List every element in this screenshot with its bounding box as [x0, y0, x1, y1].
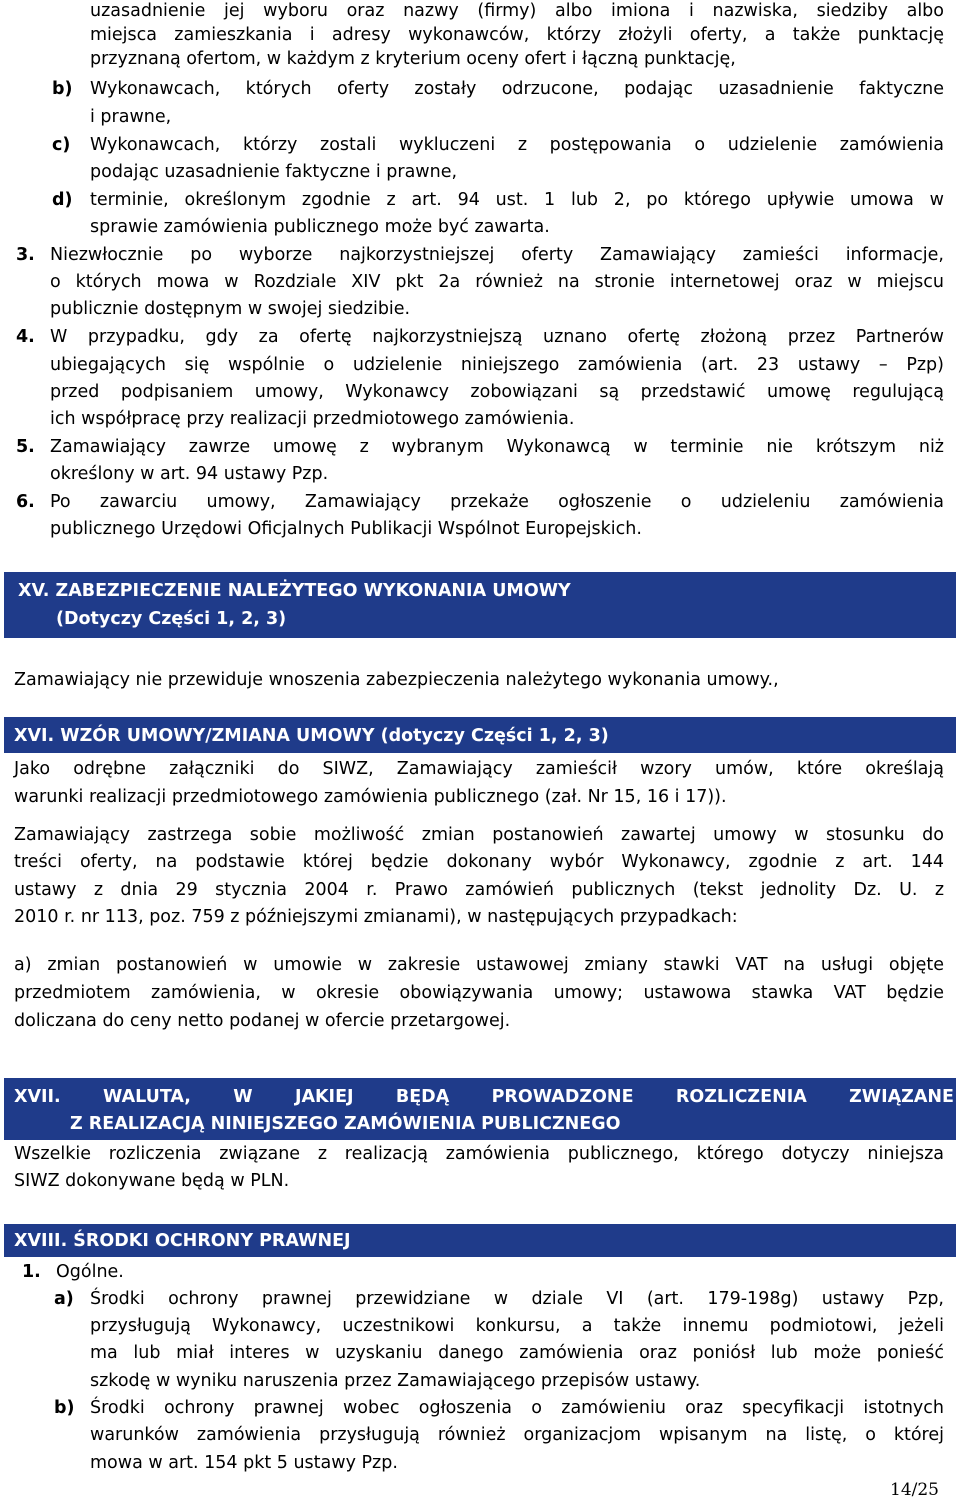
point-5-number: 5.	[16, 437, 35, 457]
point-5-line-1: Zamawiający zawrze umowę z wybranym Wykonawcą w terminie nie krótszym niż	[50, 437, 944, 457]
section-17-subtitle: Z REALIZACJĄ NINIEJSZEGO ZAMÓWIENIA PUBLICZNEGO	[70, 1114, 621, 1134]
point-3-number: 3.	[16, 245, 35, 265]
section-16-p3-line-1: a) zmian postanowień w umowie w zakresie ustawowej zmiany stawki VAT na usługi objęte	[14, 955, 944, 975]
list-c-line-1: Wykonawcach, którzy zostali wykluczeni z postępowania o udzielenie zamówienia	[90, 135, 944, 155]
point-4-line-4: ich współpracę przy realizacji przedmiotowego zamówienia.	[50, 409, 575, 429]
section-18-b-line-3: mowa w art. 154 pkt 5 ustawy Pzp.	[90, 1453, 398, 1473]
section-18-b-line-1: Środki ochrony prawnej wobec ogłoszenia o zamówieniu oraz specyfikacji istotnych	[90, 1398, 944, 1418]
section-16-p3-line-2: przedmiotem zamówienia, w okresie obowiązywania umowy; ustawowa stawka VAT będzie	[14, 983, 944, 1003]
section-17-header	[4, 1078, 956, 1140]
section-18-b-marker: b)	[54, 1398, 75, 1418]
point-4-number: 4.	[16, 327, 35, 347]
section-16-p2-line-4: 2010 r. nr 113, poz. 759 z późniejszymi zmianami), w następujących przypadkach:	[14, 907, 738, 927]
page-number: 14/25	[890, 1480, 939, 1500]
section-18-a-marker: a)	[54, 1289, 74, 1309]
list-b-line-1: Wykonawcach, których oferty zostały odrzucone, podając uzasadnienie faktyczne	[90, 79, 944, 99]
section-15-header	[4, 572, 956, 638]
section-18-header	[4, 1224, 956, 1257]
point-4-line-1: W przypadku, gdy za ofertę najkorzystniejszą uznano ofertę złożoną przez Partnerów	[50, 327, 944, 347]
section-15-title: XV. ZABEZPIECZENIE NALEŻYTEGO WYKONANIA UMOWY	[18, 581, 571, 601]
point-4-line-3: przed podpisaniem umowy, Wykonawcy zobowiązani są przedstawić umowę regulującą	[50, 382, 944, 402]
list-a-line-2: miejsca zamieszkania i adresy wykonawców, którzy złożyli oferty, a także punktację	[90, 25, 944, 45]
list-b-line-2: i prawne,	[90, 107, 172, 127]
point-5-line-2: określony w art. 94 ustawy Pzp.	[50, 464, 329, 484]
list-c-marker: c)	[52, 135, 71, 155]
section-15-text: Zamawiający nie przewiduje wnoszenia zabezpieczenia należytego wykonania umowy.,	[14, 670, 779, 690]
section-18-title: XVIII. ŚRODKI OCHRONY PRAWNEJ	[14, 1231, 351, 1251]
section-16-p1-line-1: Jako odrębne załączniki do SIWZ, Zamawiający zamieścił wzory umów, które określają	[14, 759, 944, 779]
section-17-line-2: SIWZ dokonywane będą w PLN.	[14, 1171, 290, 1191]
section-18-item-1-text: Ogólne.	[56, 1262, 124, 1282]
section-18-a-line-1: Środki ochrony prawnej przewidziane w dziale VI (art. 179-198g) ustawy Pzp,	[90, 1289, 944, 1309]
list-d-line-1: terminie, określonym zgodnie z art. 94 ust. 1 lub 2, po którego upływie umowa w	[90, 190, 944, 210]
section-17-title: XVII. WALUTA, W JAKIEJ BĘDĄ PROWADZONE ROZLICZENIA ZWIĄZANE	[14, 1087, 954, 1107]
list-b-marker: b)	[52, 79, 73, 99]
section-18-a-line-3: ma lub miał interes w uzyskaniu danego zamówienia oraz poniósł lub może ponieść	[90, 1343, 944, 1363]
section-16-p1-line-2: warunki realizacji przedmiotowego zamówienia publicznego (zał. Nr 15, 16 i 17)).	[14, 787, 727, 807]
list-a-line-1: uzasadnienie jej wyboru oraz nazwy (firmy) albo imiona i nazwiska, siedziby albo	[90, 1, 944, 21]
point-3-line-2: o których mowa w Rozdziale XIV pkt 2a również na stronie internetowej oraz w miejscu	[50, 272, 944, 292]
point-3-line-1: Niezwłocznie po wyborze najkorzystniejszej oferty Zamawiający zamieści informacje,	[50, 245, 944, 265]
section-16-header	[4, 717, 956, 753]
section-16-p2-line-3: ustawy z dnia 29 stycznia 2004 r. Prawo zamówień publicznych (tekst jednolity Dz. U. z	[14, 880, 944, 900]
point-6-number: 6.	[16, 492, 35, 512]
section-17-line-1: Wszelkie rozliczenia związane z realizacją zamówienia publicznego, którego dotyczy niniejsza	[14, 1144, 944, 1164]
list-d-marker: d)	[52, 190, 73, 210]
section-16-title: XVI. WZÓR UMOWY/ZMIANA UMOWY (dotyczy Części 1, 2, 3)	[14, 726, 609, 746]
section-18-a-line-2: przysługują Wykonawcy, uczestnikowi konkursu, a także innemu podmiotowi, jeżeli	[90, 1316, 944, 1336]
section-18-b-line-2: warunków zamówienia przysługują również organizacjom wpisanym na listę, o której	[90, 1425, 944, 1445]
section-16-p3-line-3: doliczana do ceny netto podanej w ofercie przetargowej.	[14, 1011, 511, 1031]
section-18-item-1-number: 1.	[22, 1262, 41, 1282]
section-16-p2-line-2: treści oferty, na podstawie której będzie dokonany wybór Wykonawcy, zgodnie z art. 144	[14, 852, 944, 872]
section-16-p2-line-1: Zamawiający zastrzega sobie możliwość zmian postanowień zawartej umowy w stosunku do	[14, 825, 944, 845]
section-15-subtitle: (Dotyczy Części 1, 2, 3)	[56, 609, 287, 629]
point-6-line-1: Po zawarciu umowy, Zamawiający przekaże ogłoszenie o udzieleniu zamówienia	[50, 492, 944, 512]
list-a-line-3: przyznaną ofertom, w każdym z kryterium oceny ofert i łączną punktację,	[90, 49, 736, 69]
point-3-line-3: publicznie dostępnym w swojej siedzibie.	[50, 299, 411, 319]
point-4-line-2: ubiegających się wspólnie o udzielenie niniejszego zamówienia (art. 23 ustawy – Pzp)	[50, 355, 944, 375]
list-c-line-2: podając uzasadnienie faktyczne i prawne,	[90, 162, 458, 182]
point-6-line-2: publicznego Urzędowi Oficjalnych Publikacji Wspólnot Europejskich.	[50, 519, 642, 539]
list-d-line-2: sprawie zamówienia publicznego może być zawarta.	[90, 217, 550, 237]
section-18-a-line-4: szkodę w wyniku naruszenia przez Zamawiającego przepisów ustawy.	[90, 1371, 701, 1391]
